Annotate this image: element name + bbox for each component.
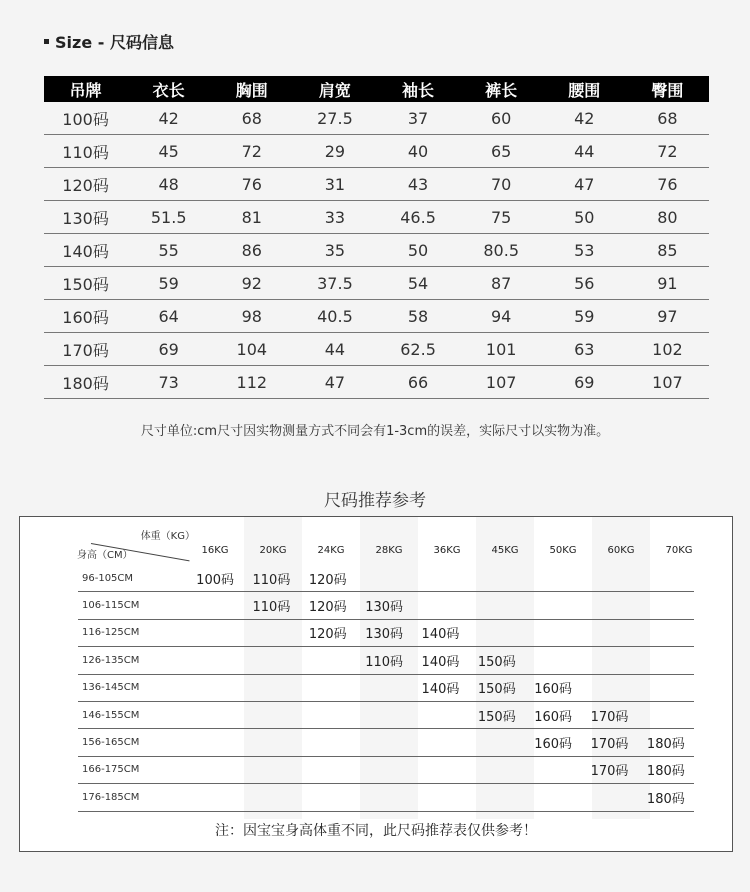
recommend-size-cell: 100码 <box>196 572 234 588</box>
size-value-cell: 44 <box>543 135 626 168</box>
recommend-size-cell: 160码 <box>534 737 573 753</box>
weight-header-cell: 24KG <box>317 545 345 556</box>
size-value-cell: 64 <box>127 300 210 333</box>
size-row <box>44 234 709 267</box>
height-cell: 126-135CM <box>82 654 140 666</box>
size-value-cell: 55 <box>127 234 210 267</box>
size-value-cell: 53 <box>543 234 626 267</box>
size-value-cell: 29 <box>293 135 376 168</box>
recommend-size-cell: 180码 <box>646 764 685 780</box>
size-header-cell: 吊牌 <box>44 76 127 102</box>
size-value-cell: 112 <box>210 366 293 399</box>
size-value-cell: 91 <box>626 267 709 300</box>
recommend-row <box>78 565 694 592</box>
size-value-cell: 75 <box>460 201 543 234</box>
size-value-cell: 62.5 <box>377 333 460 366</box>
size-value-cell: 81 <box>210 201 293 234</box>
size-table-header <box>44 76 709 102</box>
recommend-size-cell: 120码 <box>308 572 347 588</box>
recommend-size-cell: 110码 <box>252 600 291 616</box>
size-value-cell: 80.5 <box>460 234 543 267</box>
recommend-size-cell: 170码 <box>590 709 629 725</box>
size-value-cell: 107 <box>460 366 543 399</box>
size-value-cell: 70 <box>460 168 543 201</box>
size-value-cell: 94 <box>460 300 543 333</box>
recommend-row <box>78 729 694 756</box>
size-value-cell: 66 <box>377 366 460 399</box>
size-value-cell: 97 <box>626 300 709 333</box>
size-label-cell: 180码 <box>44 366 127 399</box>
bullet-icon <box>44 39 49 44</box>
weight-header-row <box>186 545 708 556</box>
recommend-row <box>78 620 694 647</box>
size-header-cell: 衣长 <box>127 76 210 102</box>
size-row <box>44 102 709 135</box>
size-value-cell: 46.5 <box>377 201 460 234</box>
weight-header-cell: 60KG <box>607 545 635 556</box>
recommend-size-cell: 120码 <box>308 627 347 643</box>
recommend-size-cell: 180码 <box>646 791 685 807</box>
weight-header-cell: 20KG <box>259 545 287 556</box>
size-value-cell: 35 <box>293 234 376 267</box>
recommend-size-cell: 150码 <box>477 654 516 670</box>
size-value-cell: 104 <box>210 333 293 366</box>
recommend-size-cell: 150码 <box>477 709 516 725</box>
size-label-cell: 150码 <box>44 267 127 300</box>
size-value-cell: 76 <box>210 168 293 201</box>
size-value-cell: 59 <box>127 267 210 300</box>
size-value-cell: 44 <box>293 333 376 366</box>
recommend-size-cell: 160码 <box>534 709 573 725</box>
recommend-size-cell: 150码 <box>477 682 516 698</box>
weight-header-cell: 50KG <box>549 545 577 556</box>
recommend-size-cell: 130码 <box>365 627 404 643</box>
recommend-size-cell: 180码 <box>646 737 685 753</box>
recommend-row <box>78 592 694 619</box>
size-label-cell: 170码 <box>44 333 127 366</box>
size-value-cell: 47 <box>293 366 376 399</box>
weight-header-cell: 16KG <box>201 545 229 556</box>
size-value-cell: 60 <box>460 102 543 135</box>
size-value-cell: 50 <box>543 201 626 234</box>
size-value-cell: 86 <box>210 234 293 267</box>
size-value-cell: 54 <box>377 267 460 300</box>
size-value-cell: 40.5 <box>293 300 376 333</box>
height-cell: 156-165CM <box>82 737 140 749</box>
size-header-cell: 臀围 <box>626 76 709 102</box>
size-value-cell: 69 <box>543 366 626 399</box>
weight-header-cell: 28KG <box>375 545 403 556</box>
size-value-cell: 50 <box>377 234 460 267</box>
size-value-cell: 59 <box>543 300 626 333</box>
height-cell: 96-105CM <box>82 572 134 584</box>
size-value-cell: 72 <box>210 135 293 168</box>
size-value-cell: 56 <box>543 267 626 300</box>
recommend-row <box>78 702 694 729</box>
recommend-size-cell: 140码 <box>421 682 460 698</box>
size-value-cell: 45 <box>127 135 210 168</box>
size-table-body <box>44 102 709 399</box>
size-value-cell: 51.5 <box>127 201 210 234</box>
recommend-size-cell: 170码 <box>590 764 629 780</box>
recommend-size-cell: 160码 <box>534 682 573 698</box>
recommend-size-cell: 130码 <box>365 600 404 616</box>
recommend-rows <box>78 565 694 812</box>
size-value-cell: 42 <box>543 102 626 135</box>
size-header-cell: 肩宽 <box>293 76 376 102</box>
size-label-cell: 100码 <box>44 102 127 135</box>
size-value-cell: 73 <box>127 366 210 399</box>
section-title <box>44 30 174 53</box>
size-row <box>44 300 709 333</box>
size-value-cell: 68 <box>210 102 293 135</box>
size-label-cell: 140码 <box>44 234 127 267</box>
size-header-cell: 腰围 <box>543 76 626 102</box>
size-row <box>44 201 709 234</box>
size-value-cell: 42 <box>127 102 210 135</box>
size-value-cell: 107 <box>626 366 709 399</box>
size-value-cell: 85 <box>626 234 709 267</box>
size-row <box>44 267 709 300</box>
size-header-cell: 胸围 <box>210 76 293 102</box>
recommend-size-cell: 120码 <box>308 600 347 616</box>
section-title-text: Size - 尺码信息 <box>55 33 174 52</box>
recommend-note: 注：因宝宝身高体重不同，此尺码推荐表仅供参考！ <box>215 823 537 839</box>
size-value-cell: 80 <box>626 201 709 234</box>
recommend-size-cell: 110码 <box>252 572 291 588</box>
size-value-cell: 65 <box>460 135 543 168</box>
size-value-cell: 72 <box>626 135 709 168</box>
size-value-cell: 48 <box>127 168 210 201</box>
height-cell: 106-115CM <box>82 600 140 612</box>
size-value-cell: 43 <box>377 168 460 201</box>
size-value-cell: 31 <box>293 168 376 201</box>
size-value-cell: 69 <box>127 333 210 366</box>
weight-header-cell: 70KG <box>665 545 693 556</box>
recommend-table <box>19 516 733 852</box>
recommend-row <box>78 757 694 784</box>
height-axis-label: 身高（CM） <box>77 550 133 561</box>
size-value-cell: 37.5 <box>293 267 376 300</box>
size-value-cell: 68 <box>626 102 709 135</box>
recommend-title: 尺码推荐参考 <box>324 491 426 511</box>
size-value-cell: 63 <box>543 333 626 366</box>
size-row <box>44 168 709 201</box>
size-note: 尺寸单位:cm尺寸因实物测量方式不同会有1-3cm的误差，实际尺寸以实物为准。 <box>140 424 610 439</box>
height-cell: 116-125CM <box>82 627 140 639</box>
size-label-cell: 160码 <box>44 300 127 333</box>
recommend-corner-header <box>77 525 195 563</box>
size-value-cell: 92 <box>210 267 293 300</box>
size-table <box>44 76 709 399</box>
recommend-size-cell: 140码 <box>421 654 460 670</box>
height-cell: 176-185CM <box>82 791 140 803</box>
recommend-size-cell: 170码 <box>590 737 629 753</box>
size-value-cell: 76 <box>626 168 709 201</box>
weight-axis-label: 体重（KG） <box>140 531 195 542</box>
size-value-cell: 37 <box>377 102 460 135</box>
size-value-cell: 40 <box>377 135 460 168</box>
size-value-cell: 27.5 <box>293 102 376 135</box>
height-cell: 136-145CM <box>82 682 140 694</box>
recommend-size-cell: 110码 <box>365 654 404 670</box>
size-header-cell: 袖长 <box>377 76 460 102</box>
size-value-cell: 102 <box>626 333 709 366</box>
recommend-row <box>78 784 694 811</box>
size-value-cell: 58 <box>377 300 460 333</box>
size-label-cell: 130码 <box>44 201 127 234</box>
size-label-cell: 110码 <box>44 135 127 168</box>
size-value-cell: 33 <box>293 201 376 234</box>
recommend-row <box>78 647 694 674</box>
size-value-cell: 47 <box>543 168 626 201</box>
size-value-cell: 87 <box>460 267 543 300</box>
size-value-cell: 101 <box>460 333 543 366</box>
size-row <box>44 333 709 366</box>
weight-header-cell: 36KG <box>433 545 461 556</box>
recommend-size-cell: 140码 <box>421 627 460 643</box>
recommend-row <box>78 675 694 702</box>
height-cell: 166-175CM <box>82 764 140 776</box>
size-header-cell: 裤长 <box>460 76 543 102</box>
size-row <box>44 366 709 399</box>
height-cell: 146-155CM <box>82 709 140 721</box>
weight-header-cell: 45KG <box>491 545 519 556</box>
size-label-cell: 120码 <box>44 168 127 201</box>
size-value-cell: 98 <box>210 300 293 333</box>
size-row <box>44 135 709 168</box>
